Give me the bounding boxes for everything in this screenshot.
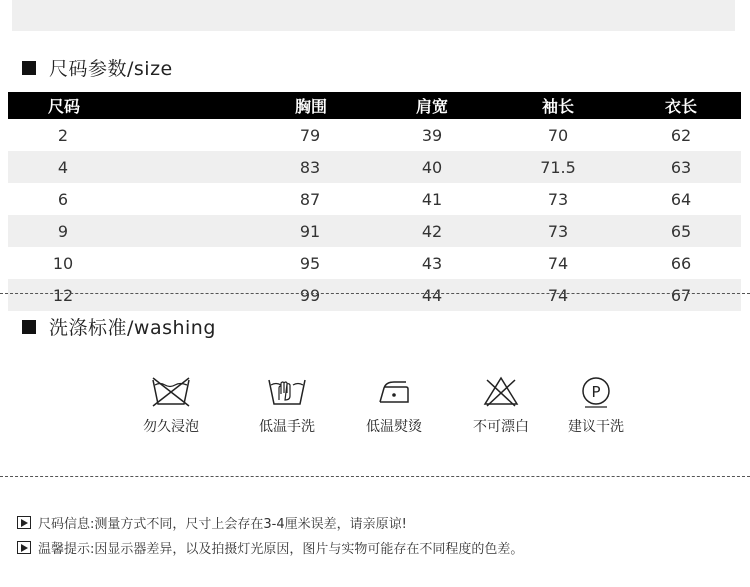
play-icon — [17, 516, 31, 529]
table-cell: 41 — [421, 189, 443, 209]
table-cell: 70 — [547, 125, 569, 145]
table-cell: 42 — [421, 221, 443, 241]
table-cell: 6 — [57, 189, 69, 209]
table-cell: 74 — [547, 253, 569, 273]
note-color-tip — [17, 535, 523, 560]
table-row — [8, 119, 741, 151]
note-text: 尺码信息:测量方式不同，尺寸上会存在3-4厘米误差，请亲原谅! — [38, 517, 407, 532]
table-cell: 64 — [670, 189, 692, 209]
table-cell: 73 — [547, 221, 569, 241]
table-cell: 87 — [299, 189, 321, 209]
table-cell: 12 — [52, 285, 74, 305]
divider-line — [0, 293, 750, 294]
divider-line — [0, 476, 750, 477]
table-cell: 99 — [299, 285, 321, 305]
notes-block — [17, 510, 523, 560]
table-cell: 73 — [547, 189, 569, 209]
care-item-no-bleach — [451, 374, 551, 436]
table-cell: 10 — [52, 253, 74, 273]
size-table — [8, 92, 741, 311]
care-label: 低温熨烫 — [366, 419, 422, 435]
section-square-icon — [22, 320, 36, 334]
header-sleeve: 袖长 — [542, 97, 575, 116]
table-cell: 83 — [299, 157, 321, 177]
hand-wash-low-temp-icon — [265, 374, 309, 408]
table-row — [8, 279, 741, 311]
care-label: 勿久浸泡 — [143, 419, 199, 435]
care-label: 低温手洗 — [259, 419, 315, 435]
dry-clean-icon — [574, 374, 618, 408]
table-cell: 43 — [421, 253, 443, 273]
care-item-hand-wash — [237, 374, 337, 436]
table-row — [8, 215, 741, 247]
table-row — [8, 183, 741, 215]
note-size-info — [17, 510, 523, 535]
table-cell: 9 — [57, 221, 69, 241]
size-section-title: 尺码参数/size — [49, 58, 173, 80]
table-cell: 63 — [670, 157, 692, 177]
table-cell: 67 — [670, 285, 692, 305]
table-cell: 71.5 — [540, 157, 576, 177]
care-item-dry-clean — [546, 374, 646, 436]
table-cell: 4 — [57, 157, 69, 177]
iron-low-temp-icon — [372, 374, 416, 408]
header-chest: 胸围 — [295, 97, 328, 116]
top-banner-strip — [12, 0, 735, 31]
care-item-no-soak — [121, 374, 221, 436]
size-section-header — [22, 54, 173, 81]
table-cell: 39 — [421, 125, 443, 145]
table-cell: 40 — [421, 157, 443, 177]
table-cell: 74 — [547, 285, 569, 305]
no-bleach-icon — [479, 374, 523, 408]
table-row — [8, 247, 741, 279]
header-shoulder: 肩宽 — [416, 97, 449, 116]
table-row — [8, 151, 741, 183]
care-label: 建议干洗 — [568, 419, 624, 435]
table-cell: 62 — [670, 125, 692, 145]
note-text: 温馨提示:因显示器差异，以及拍摄灯光原因，图片与实物可能存在不同程度的色差。 — [38, 542, 524, 557]
no-soak-icon — [149, 374, 193, 408]
table-cell: 44 — [421, 285, 443, 305]
table-cell: 95 — [299, 253, 321, 273]
section-square-icon — [22, 61, 36, 75]
table-cell: 66 — [670, 253, 692, 273]
care-label: 不可漂白 — [473, 419, 529, 435]
table-cell: 79 — [299, 125, 321, 145]
care-item-iron — [344, 374, 444, 436]
play-icon — [17, 541, 31, 554]
table-cell: 91 — [299, 221, 321, 241]
header-length: 衣长 — [665, 97, 698, 116]
svg-text:P: P — [591, 383, 601, 401]
header-size: 尺码 — [48, 97, 81, 116]
table-cell: 2 — [57, 125, 69, 145]
washing-section-title: 洗涤标准/washing — [49, 317, 216, 339]
table-cell: 65 — [670, 221, 692, 241]
table-header-row — [8, 92, 741, 119]
washing-section-header — [22, 313, 216, 340]
